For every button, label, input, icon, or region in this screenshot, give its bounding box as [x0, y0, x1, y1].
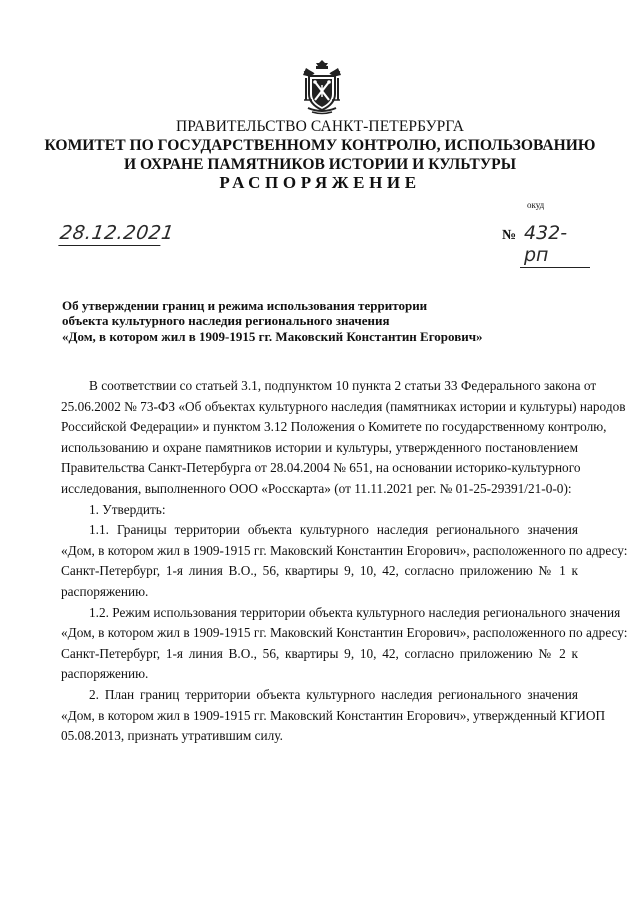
text-line: 05.08.2013, признать утратившим силу. — [61, 728, 283, 744]
text-line: 2. План границ территории объекта культурного наследия регионального значения — [89, 686, 578, 702]
text-line: 1.2. Режим использования территории объекта культурного наследия регионального значения — [89, 604, 621, 620]
intro-paragraph — [61, 376, 626, 500]
text-line: распоряжению. — [61, 666, 149, 682]
document-type-title: РАСПОРЯЖЕНИЕ — [219, 173, 421, 192]
text-line: Санкт-Петербург, 1-я линия В.О., 56, квартиры 9, 10, 42, согласно приложению № 1 к — [61, 563, 578, 579]
text-line: распоряжению. — [61, 583, 149, 599]
text-line: Санкт-Петербург, 1-я линия В.О., 56, квартиры 9, 10, 42, согласно приложению № 2 к — [61, 645, 578, 661]
committee-name-line-1: КОМИТЕТ ПО ГОСУДАРСТВЕННОМУ КОНТРОЛЮ, ИСПОЛЬЗОВАНИЮ — [44, 137, 596, 154]
okud-label: окуд — [527, 200, 545, 210]
order-number: 432-рп — [520, 222, 590, 268]
item-1-paragraph — [61, 500, 578, 521]
coat-of-arms-emblem-icon — [300, 58, 344, 116]
text-line: «Дом, в котором жил в 1909-1915 гг. Маковский Константин Егорович», расположенного по адресу: — [61, 542, 628, 558]
text-line: Российской Федерации» и пунктом 3.12 Положения о Комитете по государственному контролю, — [61, 419, 607, 435]
text-line: В соответствии со статьей 3.1, подпунктом 10 пункта 2 статьи 33 Федерального закона от — [89, 378, 597, 393]
order-body — [61, 376, 628, 747]
text-line: использованию и охране памятников истории и культуры, утвержденного постановлением — [61, 439, 578, 455]
text-line: 1. Утвердить: — [89, 501, 166, 517]
subject-line: «Дом, в котором жил в 1909-1915 гг. Маковский Константин Егорович» — [62, 328, 483, 344]
text-line: исследования, выполненного ООО «Росскарта» (от 11.11.2021 рег. № 01-25-29391/21-0-0): — [61, 480, 572, 496]
committee-name — [0, 136, 640, 174]
item-2-paragraph — [61, 685, 606, 747]
order-subject — [62, 298, 562, 344]
text-line: «Дом, в котором жил в 1909-1915 гг. Маковский Константин Егорович», расположенного по адресу: — [61, 625, 628, 641]
text-line: Правительства Санкт-Петербурга от 28.04.2004 № 651, на основании историко-культурного — [61, 460, 581, 476]
order-number-label: № — [502, 228, 517, 243]
text-line: 25.06.2002 № 73-ФЗ «Об объектах культурного наследия (памятниках истории и культуры) народов — [61, 398, 626, 414]
order-date: 28.12.2021 — [58, 222, 176, 244]
item-1-1-paragraph — [61, 520, 628, 602]
item-1-2-paragraph — [61, 603, 628, 685]
subject-line: объекта культурного наследия регионального значения — [62, 313, 390, 329]
subject-line: Об утверждении границ и режима использования территории — [62, 298, 428, 313]
text-line: 1.1. Границы территории объекта культурного наследия регионального значения — [89, 522, 578, 538]
committee-name-line-2: И ОХРАНЕ ПАМЯТНИКОВ ИСТОРИИ И КУЛЬТУРЫ — [123, 156, 517, 173]
government-name: ПРАВИТЕЛЬСТВО САНКТ-ПЕТЕРБУРГА — [175, 118, 465, 135]
text-line: «Дом, в котором жил в 1909-1915 гг. Маковский Константин Егорович», утвержденный КГИОП — [61, 707, 606, 723]
